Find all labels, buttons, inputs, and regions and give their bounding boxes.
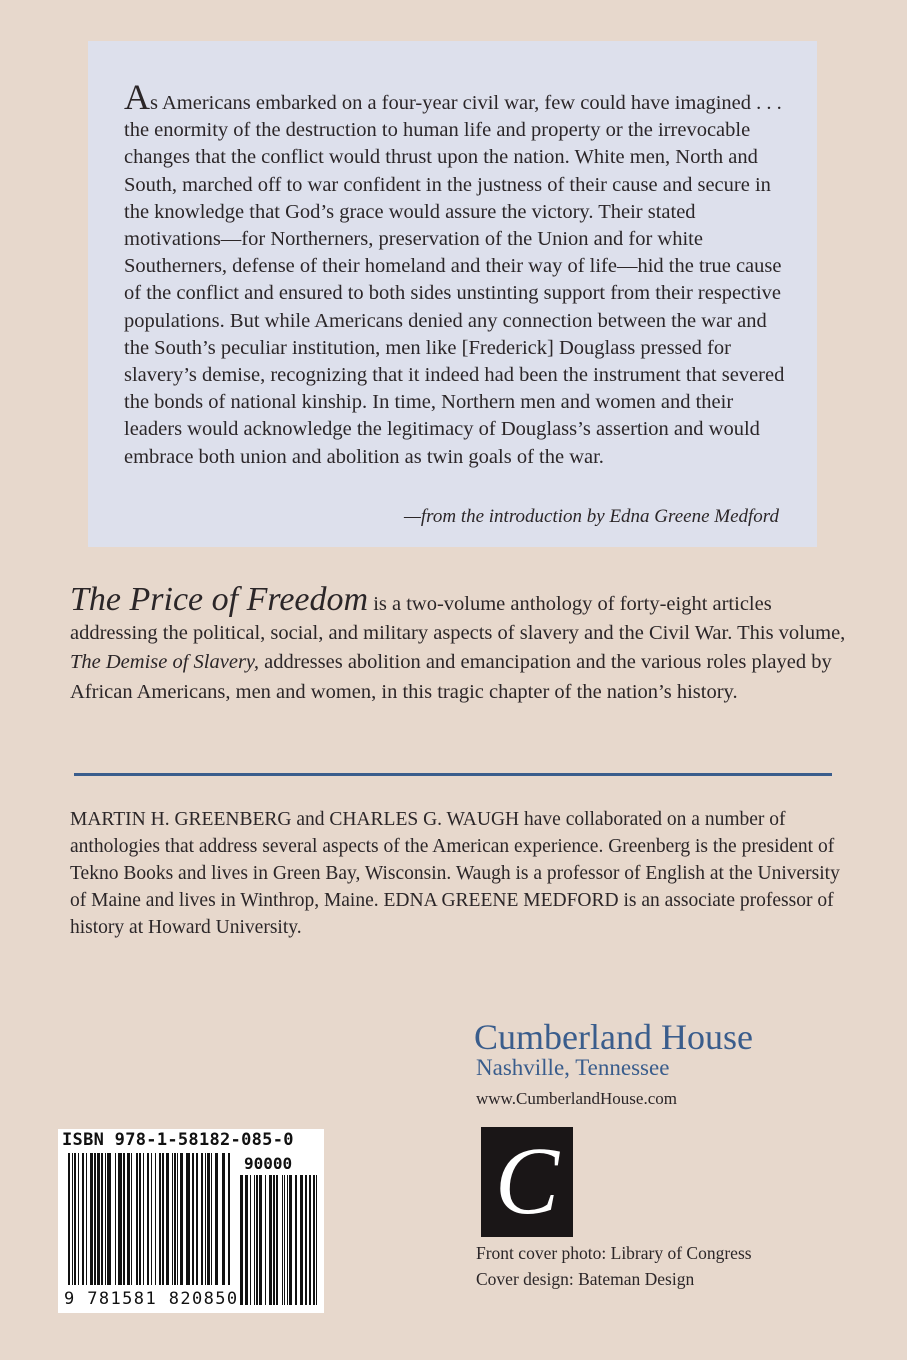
description-text-1: is a two-volume anthology of forty-eight articles addressing the political, social, and military aspects of slavery and the Civil War. This volume, [70, 593, 846, 645]
quote-dropcap: A [124, 77, 150, 117]
section-divider [74, 773, 832, 776]
cumberland-house-c-logo-icon [481, 1127, 573, 1237]
editors-bio: MARTIN H. GREENBERG and CHARLES G. WAUGH have collaborated on a number of anthologies that address several aspects of the American experience. Greenberg is the president of Tekno Books and lives in Green Bay, Wisconsin. Waugh is a professor of English at the University of Maine and lives in Winthrop, Maine. EDNA GREENE MEDFORD is an associate professor of history at Howard University. [70, 809, 840, 938]
photo-credit: Front cover photo: Library of Congress [476, 1243, 752, 1263]
barcode-isbn-label: ISBN 978-1-58182-085-0 [62, 1130, 294, 1150]
logo-letter: C [494, 1127, 560, 1234]
isbn-barcode [58, 1129, 324, 1313]
introduction-quote-box [88, 41, 817, 547]
introduction-quote [124, 77, 787, 471]
design-credit: Cover design: Bateman Design [476, 1269, 695, 1289]
barcode-digits-label: 9 781581 820850 [64, 1289, 239, 1309]
publisher-url: www.CumberlandHouse.com [476, 1089, 677, 1108]
cover-credits [476, 1240, 752, 1292]
book-title: The Price of Freedom [70, 581, 369, 618]
publisher-city: Nashville, Tennessee [476, 1055, 670, 1080]
quote-attribution: —from the introduction by Edna Greene Medford [403, 506, 779, 527]
volume-title: The Demise of Slavery, [70, 651, 260, 674]
description-text-2: addresses abolition and emancipation and the various roles played by African Americans, men and women, in this tragic chapter of the nation’s history. [70, 651, 832, 703]
book-description [70, 581, 850, 707]
cumberland-house-logo [481, 1127, 573, 1237]
publisher-name: Cumberland House [474, 1017, 753, 1057]
quote-body: s Americans embarked on a four-year civil war, few could have imagined . . . the enormity of the destruction to human life and property or the irrevocable changes that the conflict would thrust upon the nation. White men, North and South, marched off to war confident in the justness of their cause and secure in the knowledge that God’s grace would assure the victory. Their stated motivations—for Northerners, preservation of the Union and for white Southerners, defense of their homeland and their way of life—hid the true cause of the conflict and ensured to both sides unstinting support from their respective populations. But while Americans denied any connection between the war and the South’s peculiar institution, men like [Frederick] Douglass pressed for slavery’s demise, recognizing that it indeed had been the instrument that severed the bonds of national kinship. In time, Northern men and women and their leaders would acknowledge the legitimacy of Douglass’s assertion and would embrace both union and abolition as twin goals of the war. [124, 92, 785, 468]
barcode-addon-label: 90000 [244, 1154, 293, 1173]
